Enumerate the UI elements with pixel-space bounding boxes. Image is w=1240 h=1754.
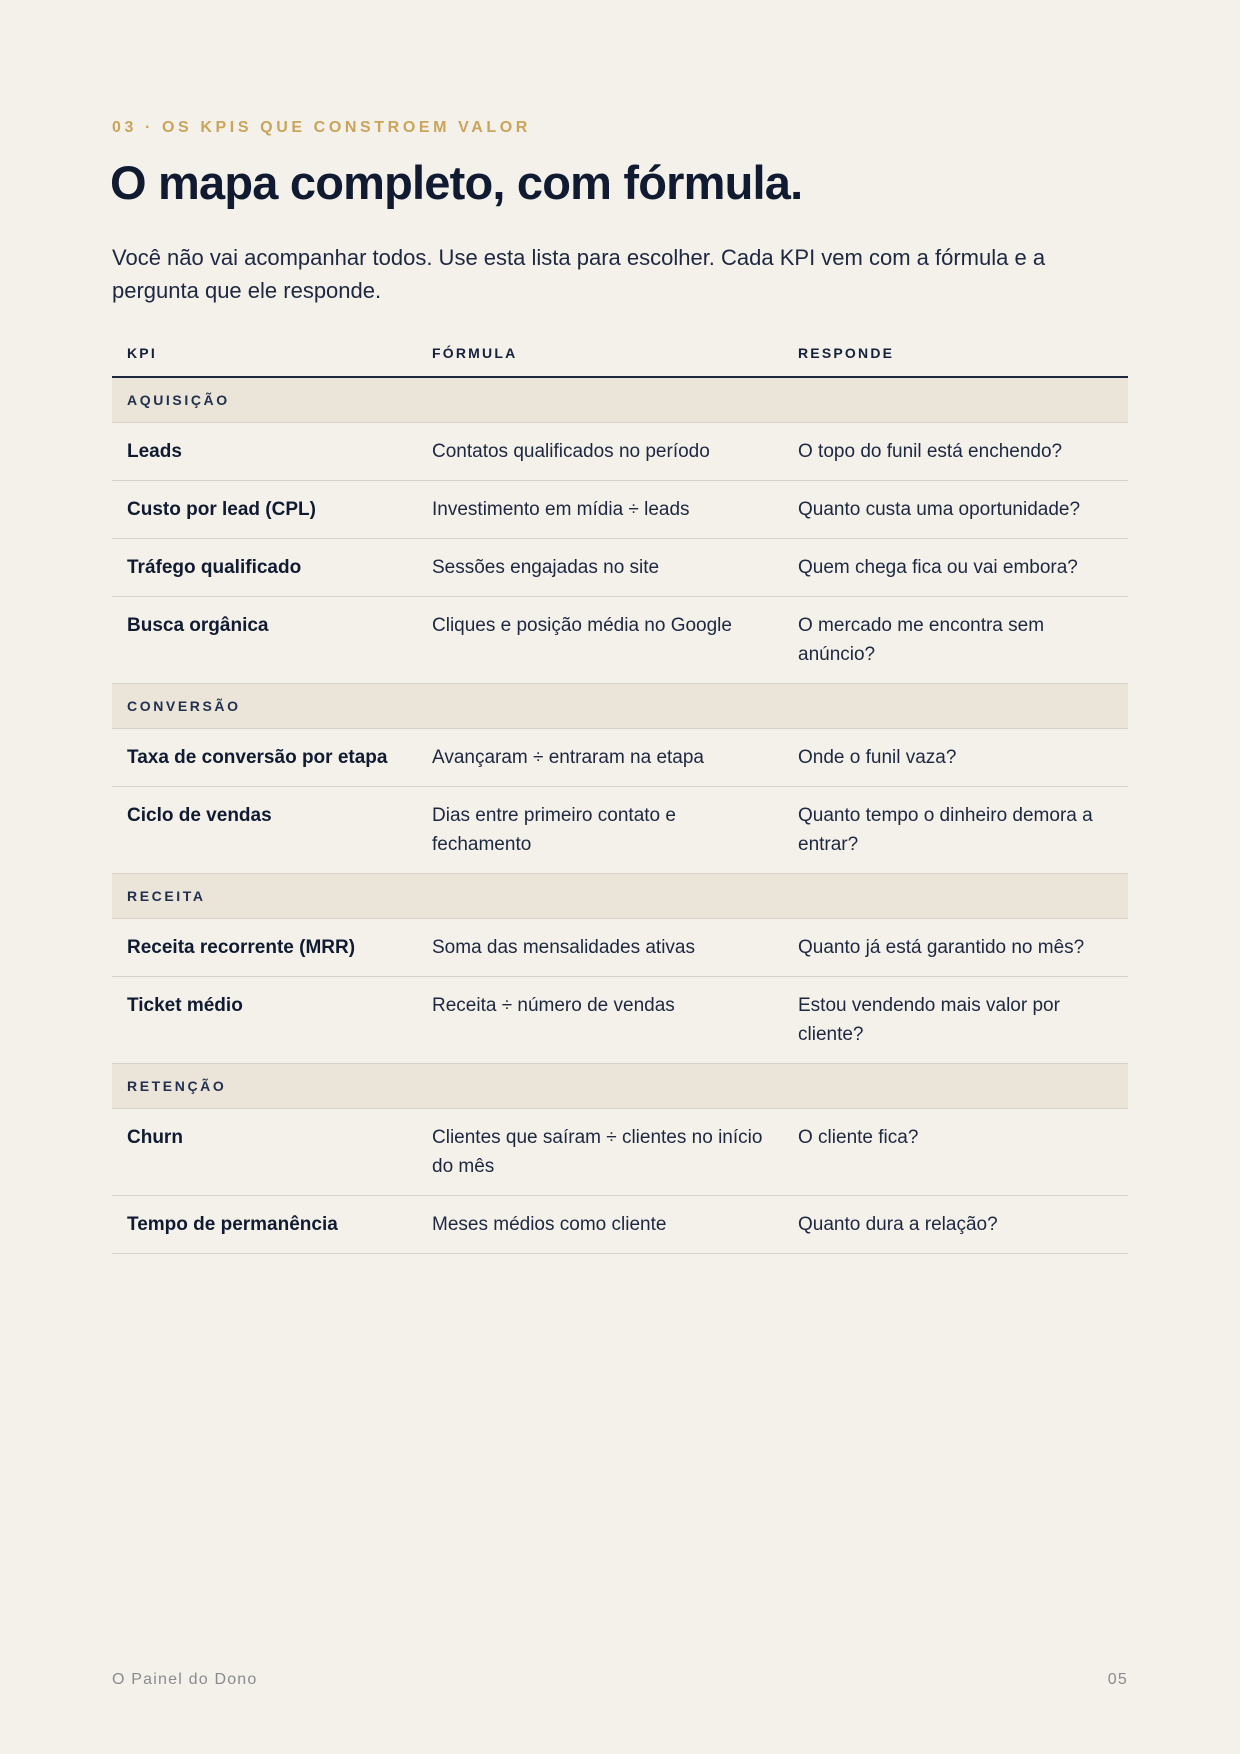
- intro-paragraph: Você não vai acompanhar todos. Use esta lista para escolher. Cada KPI vem com a fórmula e a pergunta que ele responde.: [112, 245, 1046, 303]
- page-title: O mapa completo, com fórmula.: [110, 156, 803, 209]
- kpi-question: Estou vendendo mais valor por cliente?: [783, 977, 1128, 1064]
- table-row: [112, 919, 1128, 977]
- table-row: [112, 539, 1128, 597]
- group-row-revenue: [112, 874, 1128, 919]
- group-label: RETENÇÃO: [112, 1064, 1128, 1109]
- column-header-formula: FÓRMULA: [417, 330, 783, 377]
- kpi-name: Tráfego qualificado: [112, 539, 417, 597]
- kpi-formula: Cliques e posição média no Google: [417, 597, 783, 684]
- column-header-kpi: KPI: [112, 330, 417, 377]
- table-row: [112, 977, 1128, 1064]
- kpi-formula: Avançaram ÷ entraram na etapa: [417, 729, 783, 787]
- kpi-name: Tempo de permanência: [112, 1196, 417, 1254]
- group-row-retention: [112, 1064, 1128, 1109]
- kpi-formula: Contatos qualificados no período: [417, 423, 783, 481]
- section-eyebrow: 03 · OS KPIS QUE CONSTROEM VALOR: [112, 119, 531, 136]
- group-label: RECEITA: [112, 874, 1128, 919]
- kpi-name: Ticket médio: [112, 977, 417, 1064]
- group-label: CONVERSÃO: [112, 684, 1128, 729]
- kpi-formula: Investimento em mídia ÷ leads: [417, 481, 783, 539]
- kpi-formula: Soma das mensalidades ativas: [417, 919, 783, 977]
- kpi-question: Quanto tempo o dinheiro demora a entrar?: [783, 787, 1128, 874]
- kpi-question: Quanto custa uma oportunidade?: [783, 481, 1128, 539]
- kpi-name: Receita recorrente (MRR): [112, 919, 417, 977]
- table-row: [112, 1196, 1128, 1254]
- footer-document-title: O Painel do Dono: [112, 1671, 258, 1688]
- kpi-table-body: [112, 377, 1128, 1254]
- kpi-question: O cliente fica?: [783, 1109, 1128, 1196]
- header-row: [112, 330, 1128, 377]
- kpi-question: O topo do funil está enchendo?: [783, 423, 1128, 481]
- group-row-conversion: [112, 684, 1128, 729]
- kpi-name: Custo por lead (CPL): [112, 481, 417, 539]
- kpi-question: Quem chega fica ou vai embora?: [783, 539, 1128, 597]
- kpi-question: Onde o funil vaza?: [783, 729, 1128, 787]
- kpi-name: Ciclo de vendas: [112, 787, 417, 874]
- table-row: [112, 597, 1128, 684]
- kpi-table-header: [112, 330, 1128, 377]
- table-row: [112, 729, 1128, 787]
- kpi-name: Busca orgânica: [112, 597, 417, 684]
- group-label: AQUISIÇÃO: [112, 377, 1128, 423]
- group-row-acquisition: [112, 377, 1128, 423]
- column-header-answers: RESPONDE: [783, 330, 1128, 377]
- table-row: [112, 787, 1128, 874]
- kpi-formula: Clientes que saíram ÷ clientes no início do mês: [417, 1109, 783, 1196]
- table-row: [112, 423, 1128, 481]
- kpi-question: Quanto dura a relação?: [783, 1196, 1128, 1254]
- table-row: [112, 1109, 1128, 1196]
- kpi-table: [112, 330, 1128, 1254]
- kpi-question: Quanto já está garantido no mês?: [783, 919, 1128, 977]
- kpi-formula: Meses médios como cliente: [417, 1196, 783, 1254]
- kpi-name: Churn: [112, 1109, 417, 1196]
- kpi-name: Taxa de conversão por etapa: [112, 729, 417, 787]
- kpi-name: Leads: [112, 423, 417, 481]
- kpi-question: O mercado me encontra sem anúncio?: [783, 597, 1128, 684]
- footer-page-number: 05: [1107, 1671, 1128, 1688]
- kpi-formula: Receita ÷ número de vendas: [417, 977, 783, 1064]
- kpi-formula: Dias entre primeiro contato e fechamento: [417, 787, 783, 874]
- kpi-formula: Sessões engajadas no site: [417, 539, 783, 597]
- table-row: [112, 481, 1128, 539]
